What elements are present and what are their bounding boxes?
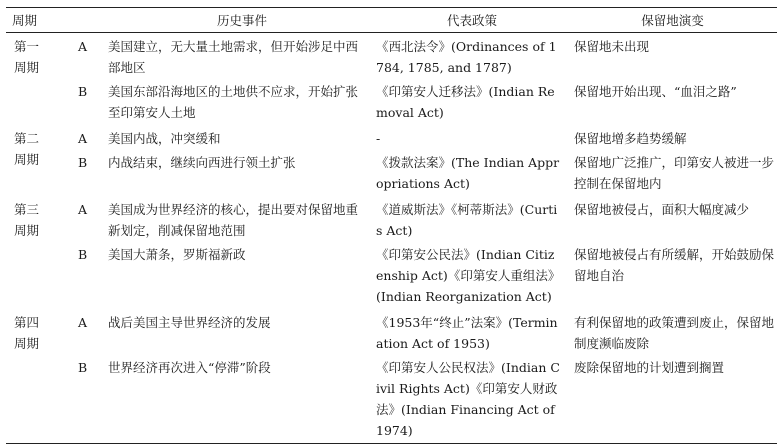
sub-period-cell: A bbox=[78, 131, 88, 146]
header-sub bbox=[60, 8, 108, 33]
table-row bbox=[6, 196, 777, 243]
policy-cell: 《拨款法案》(The Indian Appropriations Act) bbox=[376, 155, 560, 191]
header-period: 周期 bbox=[12, 12, 38, 28]
policy-cell: 《西北法令》(Ordinances of 1784, 1785, and 1787) bbox=[376, 39, 557, 75]
sub-period-cell: A bbox=[78, 315, 88, 330]
policy-cell: - bbox=[376, 131, 381, 146]
policy-cell: 《印第安人迁移法》(Indian Removal Act) bbox=[376, 84, 555, 120]
sub-period-cell: A bbox=[78, 202, 88, 217]
evolution-cell: 保留地被侵占有所缓解，开始鼓励保留地自治 bbox=[574, 247, 775, 283]
evolution-cell: 保留地增多趋势缓解 bbox=[574, 131, 687, 146]
evolution-cell: 保留地开始出现、“血泪之路” bbox=[574, 84, 737, 99]
period-cell: 第二周期 bbox=[14, 131, 40, 167]
event-cell: 世界经济再次进入“停滞”阶段 bbox=[108, 360, 271, 375]
sub-period-cell: A bbox=[78, 39, 88, 54]
event-cell: 美国大萧条，罗斯福新政 bbox=[108, 247, 246, 262]
table-row bbox=[6, 151, 777, 196]
table-header-row bbox=[6, 8, 777, 33]
table-row bbox=[6, 125, 777, 151]
event-cell: 美国建立，无大量土地需求，但开始涉足中西部地区 bbox=[108, 39, 359, 75]
table-row bbox=[6, 309, 777, 356]
evolution-cell: 保留地未出现 bbox=[574, 39, 650, 54]
header-policy: 代表政策 bbox=[446, 12, 497, 28]
table-row bbox=[6, 80, 777, 125]
event-cell: 美国东部沿海地区的土地供不应求，开始扩张至印第安人土地 bbox=[108, 84, 359, 120]
period-cell: 第一周期 bbox=[14, 39, 40, 75]
period-cell: 第四周期 bbox=[14, 315, 40, 351]
sub-period-cell: B bbox=[78, 360, 88, 375]
reservation-history-table bbox=[6, 7, 777, 444]
event-cell: 美国内战，冲突缓和 bbox=[108, 131, 221, 146]
table-row bbox=[6, 356, 777, 444]
evolution-cell: 有利保留地的政策遭到废止，保留地制度濒临废除 bbox=[574, 315, 775, 351]
sub-period-cell: B bbox=[78, 155, 88, 170]
table-row bbox=[6, 33, 777, 81]
header-event: 历史事件 bbox=[216, 12, 267, 28]
table-row bbox=[6, 243, 777, 309]
sub-period-cell: B bbox=[78, 84, 88, 99]
period-cell: 第三周期 bbox=[14, 202, 40, 238]
event-cell: 内战结束，继续向西进行领土扩张 bbox=[108, 155, 296, 170]
sub-period-cell: B bbox=[78, 247, 88, 262]
policy-cell: 《印第安公民法》(Indian Citizenship Act)《印第安人重组法》(Indian Reorganization Act) bbox=[376, 247, 555, 304]
header-evolution: 保留地演变 bbox=[641, 12, 704, 28]
policy-cell: 《印第安人公民权法》(Indian Civil Rights Act)《印第安人财政法》(Indian Financing Act of 1974) bbox=[376, 360, 560, 438]
evolution-cell: 废除保留地的计划遭到搁置 bbox=[574, 360, 725, 375]
event-cell: 美国成为世界经济的核心，提出要对保留地重新划定，削减保留地范围 bbox=[108, 202, 359, 238]
policy-cell: 《1953年“终止”法案》(Termination Act of 1953) bbox=[376, 315, 558, 351]
event-cell: 战后美国主导世界经济的发展 bbox=[108, 315, 271, 330]
evolution-cell: 保留地被侵占，面积大幅度减少 bbox=[574, 202, 750, 217]
policy-cell: 《道威斯法》《柯蒂斯法》(Curtis Act) bbox=[376, 202, 558, 238]
evolution-cell: 保留地广泛推广，印第安人被进一步控制在保留地内 bbox=[574, 155, 775, 191]
